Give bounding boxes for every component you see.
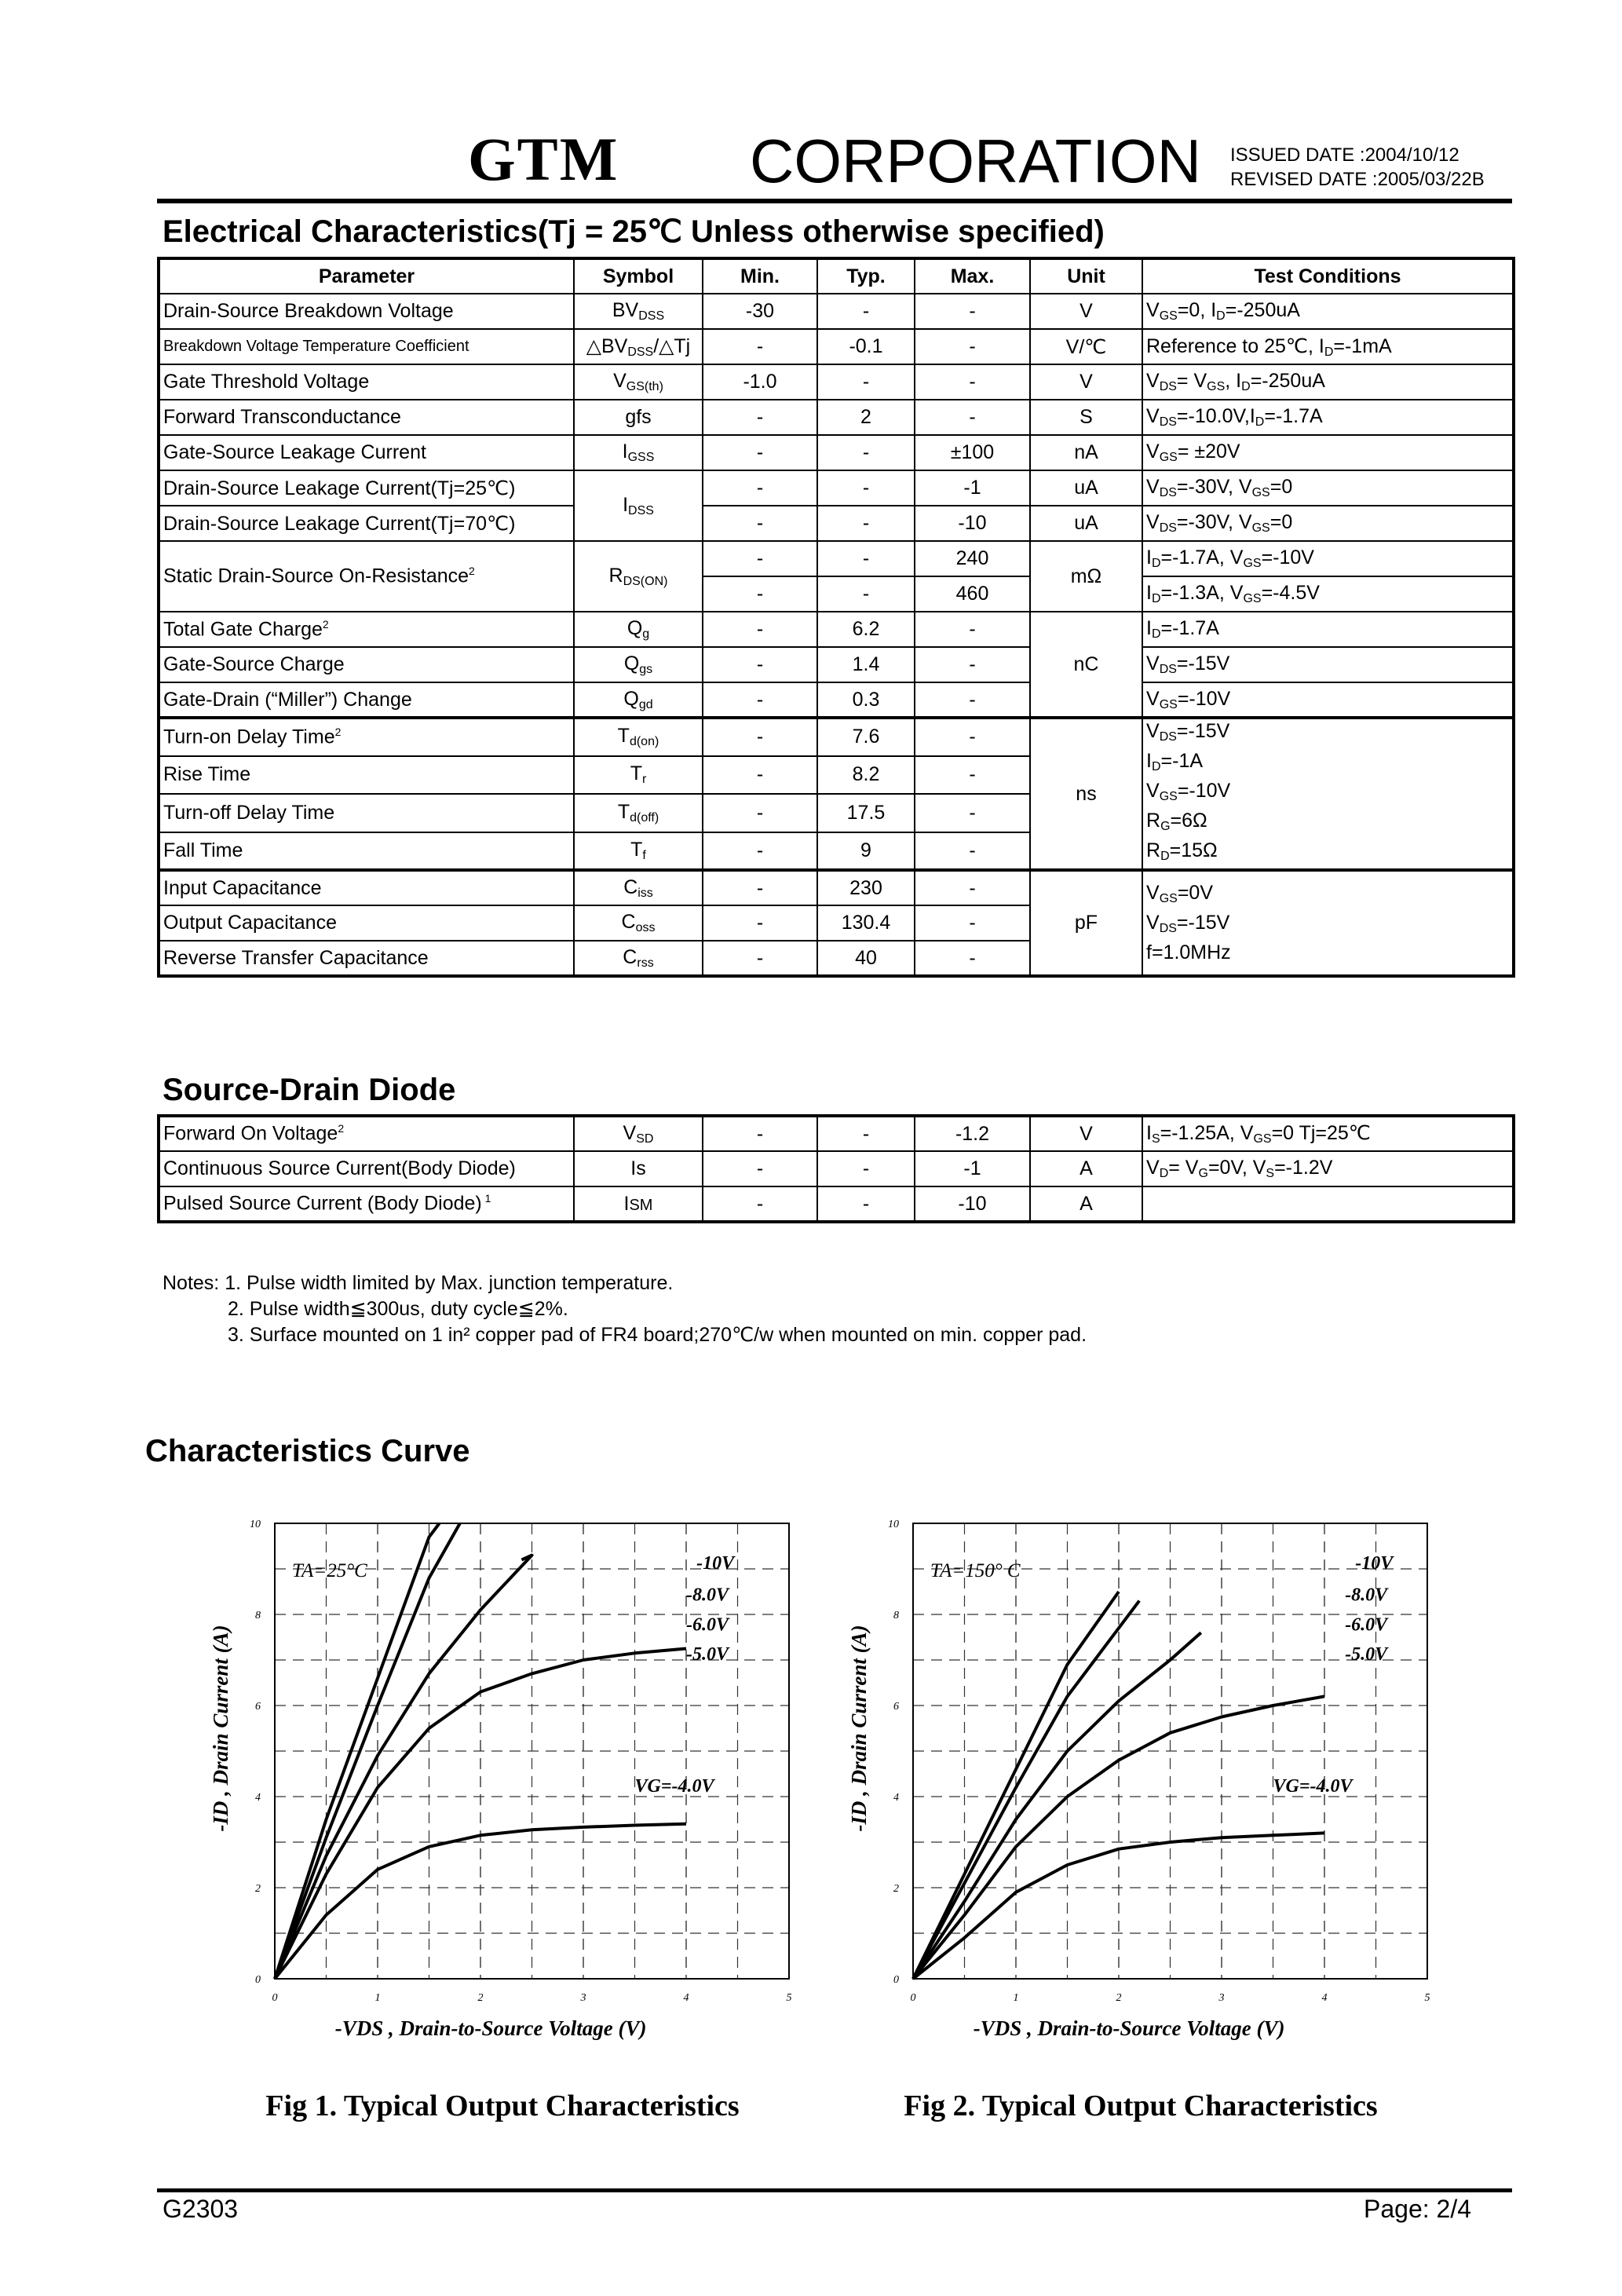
typ: 0.3 — [817, 682, 915, 718]
symbol: $T_r$ — [574, 756, 703, 795]
param: Total Gate Charge$^2$ — [159, 612, 574, 647]
table-row — [159, 1116, 1514, 1151]
typ: 17.5 — [817, 794, 915, 832]
series-label: VG=-4.0V — [1273, 1776, 1353, 1797]
col-min: Min. — [703, 258, 817, 294]
y-tick-label: 10 — [250, 1519, 261, 1530]
header-dates — [1230, 143, 1485, 192]
max: 240 — [915, 541, 1030, 576]
typ: - — [817, 435, 915, 470]
conditions: $V_D= V_G=0V$, $V_S=-1.2V$ — [1142, 1151, 1514, 1186]
series-label: VG=-4.0V — [634, 1776, 714, 1797]
max: - — [915, 832, 1030, 871]
y-axis-label: -ID , Drain Current (A) — [847, 1625, 871, 1832]
min: -1.0 — [703, 364, 817, 400]
param: Gate-Source Leakage Current — [159, 435, 574, 470]
conditions: $V_{GS}=-10V$ — [1142, 682, 1514, 718]
symbol: $T_{d(off)}$ — [574, 794, 703, 832]
note-2: 2. Pulse width≦300us, duty cycle≦2%. — [228, 1298, 568, 1320]
param: Output Capacitance — [159, 905, 574, 941]
typ: - — [817, 1116, 915, 1151]
temperature-annotation: TA=150° C — [930, 1560, 1021, 1581]
unit: nA — [1030, 435, 1142, 470]
figure-2-caption: Fig 2. Typical Output Characteristics — [904, 2089, 1378, 2122]
footer-rule — [157, 2188, 1512, 2192]
min: - — [703, 794, 817, 832]
x-tick-label: 1 — [1013, 1992, 1019, 2004]
max: - — [915, 718, 1030, 756]
unit: V — [1030, 364, 1142, 400]
min: - — [703, 870, 817, 905]
max: - — [915, 647, 1030, 682]
table-row — [159, 470, 1514, 506]
min: - — [703, 1116, 817, 1151]
typ: 8.2 — [817, 756, 915, 795]
x-tick-label: 2 — [477, 1992, 484, 2004]
max: -1 — [915, 1151, 1030, 1186]
min: - — [703, 905, 817, 941]
max: - — [915, 682, 1030, 718]
symbol: $C_{iss}$ — [574, 870, 703, 905]
max: -10 — [915, 506, 1030, 541]
unit: A — [1030, 1186, 1142, 1222]
param: Breakdown Voltage Temperature Coefficient — [159, 329, 574, 364]
param: Turn-on Delay Time$^2$ — [159, 718, 574, 756]
typ: 6.2 — [817, 612, 915, 647]
typ: - — [817, 470, 915, 506]
unit: nC — [1030, 612, 1142, 718]
param: Turn-off Delay Time — [159, 794, 574, 832]
table-row — [159, 1151, 1514, 1186]
param: Rise Time — [159, 756, 574, 795]
param: Gate-Source Charge — [159, 647, 574, 682]
max: - — [915, 756, 1030, 795]
conditions: $I_D=-1.3A$, $V_{GS}=-4.5V$ — [1142, 576, 1514, 612]
min: - — [703, 576, 817, 612]
min: - — [703, 756, 817, 795]
x-axis-label: -VDS , Drain-to-Source Voltage (V) — [973, 2016, 1285, 2040]
typ: 2 — [817, 400, 915, 435]
series-label: -10V — [1355, 1553, 1394, 1574]
series-label: -5.0V — [1345, 1644, 1388, 1665]
typ: 230 — [817, 870, 915, 905]
symbol: $Q_g$ — [574, 612, 703, 647]
symbol: Is — [574, 1151, 703, 1186]
max: - — [915, 294, 1030, 329]
symbol: $BV_{DSS}$ — [574, 294, 703, 329]
typ: - — [817, 506, 915, 541]
min: - — [703, 470, 817, 506]
col-unit: Unit — [1030, 258, 1142, 294]
symbol: $V_{GS(th)}$ — [574, 364, 703, 400]
col-max: Max. — [915, 258, 1030, 294]
diode-table — [157, 1114, 1515, 1223]
min: - — [703, 1151, 817, 1186]
conditions: $V_{DS}=-10.0V,I_D=-1.7A$ — [1142, 400, 1514, 435]
part-number: G2303 — [163, 2195, 239, 2223]
y-tick-label: 2 — [893, 1883, 899, 1895]
table-row — [159, 435, 1514, 470]
table-header-row — [159, 258, 1514, 294]
unit: mΩ — [1030, 541, 1142, 612]
symbol: $I_{DSS}$ — [574, 470, 703, 541]
symbol: $T_{d(on)}$ — [574, 718, 703, 756]
conditions: $I_S=-1.25A$, $V_{GS}=0$ Tj=25℃ — [1142, 1116, 1514, 1151]
max: - — [915, 941, 1030, 976]
min: - — [703, 1186, 817, 1222]
max: - — [915, 870, 1030, 905]
symbol: $V_{SD}$ — [574, 1116, 703, 1151]
param: Drain-Source Leakage Current(Tj=25℃) — [159, 470, 574, 506]
conditions: $V_{DS}=-15V$ $I_D=-1A$ $V_{GS}=-10V$ $R_G=6\Omega$ $R_D=15\Omega$ — [1142, 718, 1514, 870]
y-tick-label: 0 — [893, 1974, 899, 1986]
table-row — [159, 1186, 1514, 1222]
table-row — [159, 541, 1514, 576]
table-row — [159, 506, 1514, 541]
typ: 7.6 — [817, 718, 915, 756]
typ: 9 — [817, 832, 915, 871]
max: - — [915, 612, 1030, 647]
y-tick-label: 8 — [893, 1610, 899, 1621]
x-tick-label: 0 — [910, 1992, 916, 2004]
min: - — [703, 541, 817, 576]
min: - — [703, 682, 817, 718]
max: - — [915, 794, 1030, 832]
min: - — [703, 647, 817, 682]
conditions: $I_D=-1.7A$ — [1142, 612, 1514, 647]
series-line — [275, 1824, 686, 1979]
symbol: $C_{oss}$ — [574, 905, 703, 941]
x-axis-label: -VDS , Drain-to-Source Voltage (V) — [334, 2016, 647, 2040]
table-row — [159, 364, 1514, 400]
x-tick-label: 0 — [272, 1992, 278, 2004]
series-label: -5.0V — [686, 1644, 729, 1665]
y-tick-label: 6 — [893, 1701, 899, 1713]
symbol: $C_{rss}$ — [574, 941, 703, 976]
electrical-table — [157, 257, 1515, 978]
issued-date: ISSUED DATE :2004/10/12 — [1230, 144, 1459, 166]
unit: ns — [1030, 718, 1142, 870]
conditions: $V_{GS}= \pm 20V$ — [1142, 435, 1514, 470]
series-label: -8.0V — [1345, 1585, 1388, 1606]
max: -1 — [915, 470, 1030, 506]
electrical-title: Electrical Characteristics(Tj = 25℃ Unless otherwise specified) — [163, 214, 1105, 249]
x-tick-label: 4 — [1321, 1992, 1328, 2004]
symbol: $R_{DS(ON)}$ — [574, 541, 703, 612]
max: - — [915, 364, 1030, 400]
temperature-annotation: TA=25°C — [292, 1560, 367, 1581]
param: Input Capacitance — [159, 870, 574, 905]
symbol: $\triangle BV_{DSS}/\triangle Tj$ — [574, 329, 703, 364]
series-label: -10V — [696, 1553, 735, 1574]
series-line — [913, 1601, 1139, 1979]
unit: A — [1030, 1151, 1142, 1186]
figure-1 — [196, 1508, 809, 2120]
symbol: ISM — [574, 1186, 703, 1222]
series-line — [275, 1556, 532, 1979]
typ: - — [817, 364, 915, 400]
param: Fall Time — [159, 832, 574, 871]
typ: 130.4 — [817, 905, 915, 941]
series-label: -6.0V — [686, 1614, 729, 1636]
unit: uA — [1030, 506, 1142, 541]
max: -10 — [915, 1186, 1030, 1222]
y-tick-label: 4 — [893, 1792, 899, 1804]
x-tick-label: 2 — [1116, 1992, 1122, 2004]
conditions: $I_D=-1.7A$, $V_{GS}=-10V$ — [1142, 541, 1514, 576]
conditions: $V_{DS}=-15V$ — [1142, 647, 1514, 682]
typ: - — [817, 1151, 915, 1186]
param: Forward On Voltage$^2$ — [159, 1116, 574, 1151]
header-rule — [157, 199, 1512, 203]
symbol: $Q_{gs}$ — [574, 647, 703, 682]
typ: -0.1 — [817, 329, 915, 364]
min: - — [703, 718, 817, 756]
page-number: Page: 2/4 — [1364, 2195, 1471, 2223]
unit: V/℃ — [1030, 329, 1142, 364]
notes — [163, 1270, 1087, 1348]
param: Drain-Source Leakage Current(Tj=70℃) — [159, 506, 574, 541]
conditions — [1142, 1186, 1514, 1222]
table-row — [159, 718, 1514, 756]
note-3: 3. Surface mounted on 1 in² copper pad of FR4 board;270℃/w when mounted on min. copper pad. — [228, 1324, 1087, 1346]
diode-title: Source-Drain Diode — [163, 1073, 456, 1107]
x-tick-label: 3 — [1218, 1992, 1225, 2004]
curves-title: Characteristics Curve — [145, 1434, 470, 1468]
x-tick-label: 5 — [786, 1992, 792, 2004]
table-row — [159, 647, 1514, 682]
y-tick-label: 0 — [255, 1974, 261, 1986]
col-parameter: Parameter — [159, 258, 574, 294]
max: ±100 — [915, 435, 1030, 470]
table-row — [159, 294, 1514, 329]
x-tick-label: 4 — [683, 1992, 689, 2004]
typ: 40 — [817, 941, 915, 976]
conditions: $V_{GS}=0V$ $V_{DS}=-15V$ f=1.0MHz — [1142, 870, 1514, 976]
max: -1.2 — [915, 1116, 1030, 1151]
min: - — [703, 506, 817, 541]
unit: pF — [1030, 870, 1142, 976]
min: - — [703, 941, 817, 976]
unit: uA — [1030, 470, 1142, 506]
x-tick-label: 1 — [374, 1992, 381, 2004]
output-chart-150c — [835, 1508, 1447, 2089]
typ: - — [817, 576, 915, 612]
table-row — [159, 870, 1514, 905]
symbol: $Q_{gd}$ — [574, 682, 703, 718]
y-tick-label: 8 — [255, 1610, 261, 1621]
symbol: $I_{GSS}$ — [574, 435, 703, 470]
max: - — [915, 400, 1030, 435]
param: Pulsed Source Current (Body Diode) $^1$ — [159, 1186, 574, 1222]
min: - — [703, 612, 817, 647]
max: 460 — [915, 576, 1030, 612]
y-tick-label: 2 — [255, 1883, 261, 1895]
col-typ: Typ. — [817, 258, 915, 294]
table-row — [159, 612, 1514, 647]
min: -30 — [703, 294, 817, 329]
min: - — [703, 329, 817, 364]
min: - — [703, 832, 817, 871]
param: Static Drain-Source On-Resistance$^2$ — [159, 541, 574, 612]
series-label: -6.0V — [1345, 1614, 1388, 1636]
y-tick-label: 4 — [255, 1792, 261, 1804]
table-row — [159, 329, 1514, 364]
param: Drain-Source Breakdown Voltage — [159, 294, 574, 329]
table-row — [159, 400, 1514, 435]
symbol: gfs — [574, 400, 703, 435]
unit: V — [1030, 1116, 1142, 1151]
figure-1-caption: Fig 1. Typical Output Characteristics — [265, 2089, 740, 2122]
note-1: Notes: 1. Pulse width limited by Max. junction temperature. — [163, 1272, 674, 1294]
typ: - — [817, 1186, 915, 1222]
param: Gate-Drain (“Miller”) Change — [159, 682, 574, 718]
min: - — [703, 435, 817, 470]
conditions: $V_{DS}=-30V$, $V_{GS}=0$ — [1142, 470, 1514, 506]
typ: 1.4 — [817, 647, 915, 682]
conditions: $V_{GS}=0$, $I_D=-250uA$ — [1142, 294, 1514, 329]
conditions: $V_{DS}= V_{GS}$, $I_D=-250uA$ — [1142, 364, 1514, 400]
revised-date: REVISED DATE :2005/03/22B — [1230, 169, 1485, 190]
max: - — [915, 905, 1030, 941]
corporation-title: CORPORATION — [750, 126, 1201, 196]
x-tick-label: 3 — [580, 1992, 586, 2004]
series-label: -8.0V — [686, 1585, 729, 1606]
param: Reverse Transfer Capacitance — [159, 941, 574, 976]
typ: - — [817, 294, 915, 329]
symbol: $T_f$ — [574, 832, 703, 871]
figure-2 — [835, 1508, 1447, 2120]
conditions: $V_{DS}=-30V$, $V_{GS}=0$ — [1142, 506, 1514, 541]
unit: S — [1030, 400, 1142, 435]
typ: - — [817, 541, 915, 576]
table-row — [159, 682, 1514, 718]
col-symbol: Symbol — [574, 258, 703, 294]
max: - — [915, 329, 1030, 364]
unit: V — [1030, 294, 1142, 329]
param: Continuous Source Current(Body Diode) — [159, 1151, 574, 1186]
y-tick-label: 10 — [888, 1519, 899, 1530]
brand-logo: GTM — [468, 125, 619, 193]
param: Forward Transconductance — [159, 400, 574, 435]
output-chart-25c — [196, 1508, 809, 2089]
conditions: Reference to 25℃, $I_D=-1mA$ — [1142, 329, 1514, 364]
param: Gate Threshold Voltage — [159, 364, 574, 400]
min: - — [703, 400, 817, 435]
col-test-conditions: Test Conditions — [1142, 258, 1514, 294]
y-tick-label: 6 — [255, 1701, 261, 1713]
x-tick-label: 5 — [1424, 1992, 1430, 2004]
y-axis-label: -ID , Drain Current (A) — [209, 1625, 232, 1832]
